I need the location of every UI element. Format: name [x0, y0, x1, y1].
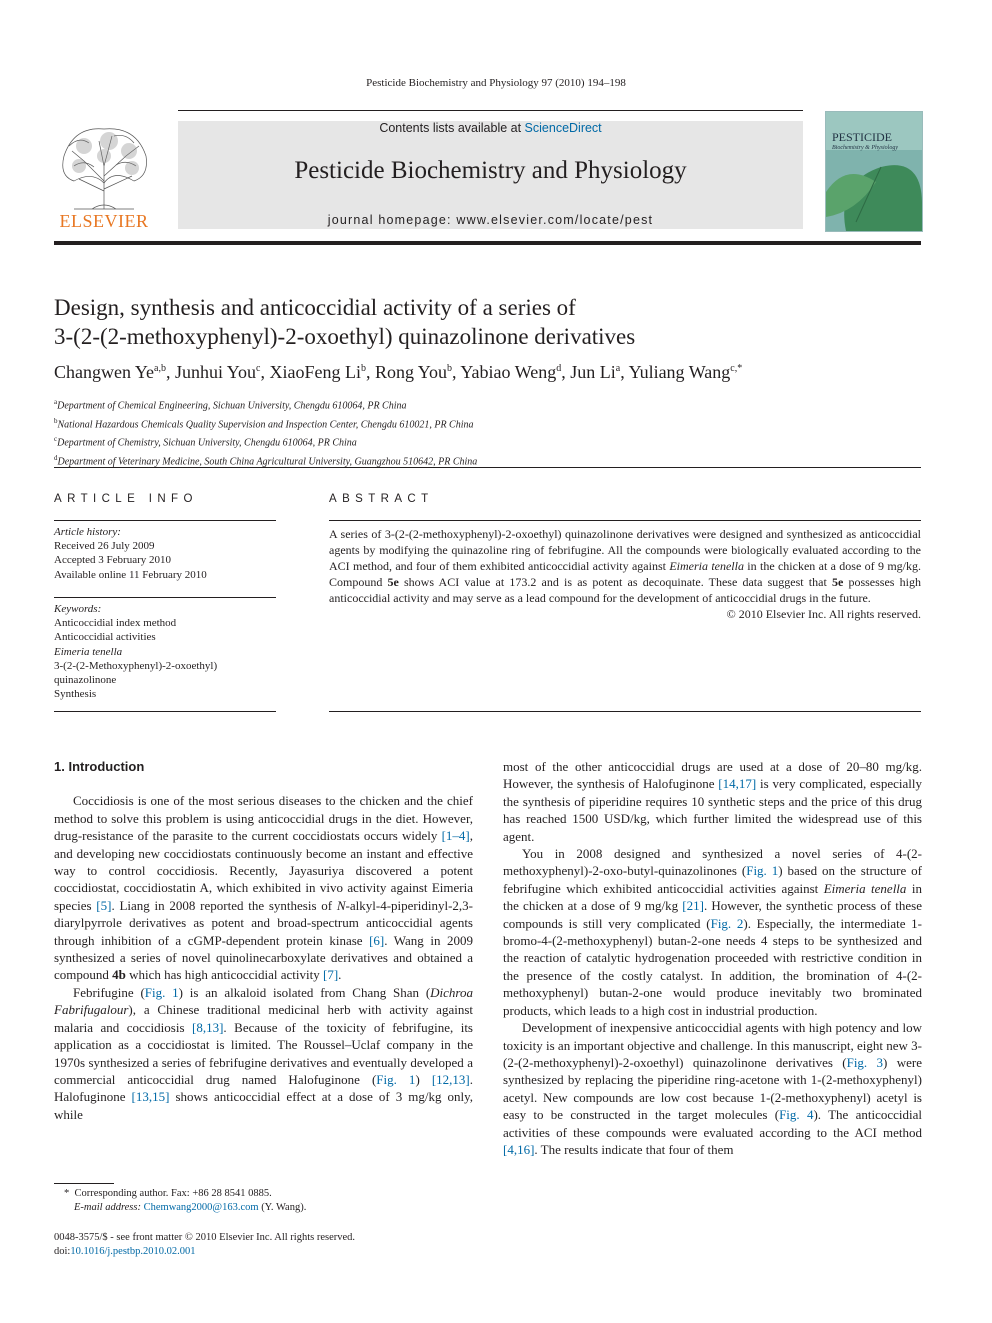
- fig-link[interactable]: Fig. 1: [376, 1071, 416, 1087]
- cover-title: PESTICIDE: [832, 130, 892, 144]
- abstract-paragraph: [329, 526, 921, 606]
- contents-line: [178, 121, 803, 135]
- abstract-heading: ABSTRACT: [329, 493, 434, 505]
- header-thick-rule: [54, 241, 921, 245]
- author-separator: ,: [260, 362, 270, 382]
- body-column-left: [54, 758, 473, 1123]
- author-separator: ,: [620, 362, 629, 382]
- author-name: Jun Li: [570, 362, 616, 382]
- author-name: XiaoFeng Li: [269, 362, 361, 382]
- abstract-bold: 5e: [387, 575, 399, 590]
- cover-subtitle: Biochemistry & Physiology: [832, 145, 898, 151]
- affiliation-sup: a: [54, 398, 58, 406]
- fig-link[interactable]: Fig. 2: [710, 915, 744, 931]
- article-history: [54, 525, 207, 582]
- footnote-corresponding: Corresponding author. Fax: +86 28 8541 0885.: [74, 1188, 272, 1199]
- abstract-copyright: © 2010 Elsevier Inc. All rights reserved.: [726, 607, 921, 622]
- article-info-rule-2: [54, 597, 276, 598]
- abstract-rule-top: [329, 520, 921, 521]
- affiliation-sup: c: [54, 435, 58, 444]
- article-info-heading: ARTICLE INFO: [54, 493, 198, 505]
- body-paragraph: Febrifugine (Fig. 1) is an alkaloid isolated from Chang Shan (Dichroa Fabrifugalour), a Chinese traditional medicinal herb with activity against malaria and coccidiosis [8,13]. Because of the toxicity of febrifugine, its application as a coccidiostat is limited. The Roussel–Uclaf company in the 1970s synthesized a series of febrifugine derivatives and eventually developed a commercial anticoccidial drug named Halofuginone (Fig. 1) [12,13]. Halofuginone [13,15] shows anticoccidial effect at a dose of 3 mg/kg only, while: [54, 984, 474, 1122]
- author-affil-sup[interactable]: b: [360, 363, 366, 374]
- abstract-text: [329, 526, 921, 623]
- corresponding-footnote: [54, 1187, 306, 1215]
- keywords-label: Keywords:: [54, 603, 102, 615]
- author-separator: ,: [365, 362, 375, 382]
- doi-link[interactable]: 10.1016/j.pestbp.2010.02.001: [70, 1246, 196, 1257]
- fig-link[interactable]: Fig. 1: [144, 984, 179, 1000]
- accepted-date: Accepted 3 February 2010: [54, 554, 171, 567]
- front-matter-info: [54, 1231, 355, 1259]
- ref-link[interactable]: [8,13]: [192, 1019, 224, 1035]
- elsevier-logo: [54, 121, 154, 231]
- author-affil-sup[interactable]: c,*: [730, 363, 743, 374]
- ref-link[interactable]: [12,13]: [431, 1071, 470, 1087]
- section-heading-introduction: 1. Introduction: [54, 759, 145, 774]
- email-suffix: (Y. Wang).: [258, 1202, 307, 1213]
- author-name: Junhui You: [174, 362, 257, 382]
- body-paragraph: Development of inexpensive anticoccidial agents with high potency and low toxicity is an important objective and challenge. In this manuscript, eight new 3-(2-(2-methoxyphenyl)-2-oxoethyl) quinazolinone derivatives (Fig. 3) were synthesized by replacing the piperidine ring-acetone with 1-(2-methoxyphenyl) acetyl. New compounds are low cost because 1-(2-methoxyphenyl) acetyl is easy to be constructed in the target molecules (Fig. 4). The anticoccidial activities of these compounds were evaluated according to the ACI method [4,16]. The results indicate that four of them: [503, 1020, 923, 1157]
- fig-link[interactable]: Fig. 4: [779, 1107, 814, 1123]
- doi-prefix: doi:: [54, 1246, 71, 1257]
- email-label: E-mail address:: [74, 1202, 141, 1213]
- header-top-rule: [178, 110, 803, 111]
- sciencedirect-link[interactable]: ScienceDirect: [524, 121, 602, 135]
- body-paragraph: most of the other anticoccidial drugs are used at a dose of 20–80 mg/kg. However, the synthesis of Halofuginone [14,17] is very complicated, especially the synthesis of piperidine requires 10 synthetic steps and the price of this drug has reached 1500 USD/kg, which further limited the widespread use of this agent.: [503, 759, 922, 844]
- email-link[interactable]: Chemwang2000@163.com: [143, 1202, 259, 1213]
- affiliation-text: Department of Veterinary Medicine, South China Agricultural University, Guangzhou 510642, PR China: [57, 455, 478, 467]
- keyword-item: quinazolinone: [54, 674, 117, 687]
- keyword-item: Anticoccidial activities: [54, 631, 156, 644]
- author-name: Yuliang Wang: [628, 362, 731, 382]
- ref-link[interactable]: [1–4]: [441, 828, 470, 844]
- ref-link[interactable]: [6]: [369, 932, 385, 948]
- abstract-span: A series of 3-(2-(2-methoxyphenyl)-2-oxoethyl) quinazolinone derivatives were designed and synthesized as anticoccidial agents by modifying the quinazoline ring of febrifugine. All the compounds were biologically evaluated according to the ACI method, and four of them exhibited anticoccidial activity against: [329, 527, 921, 574]
- affiliation-text: Department of Chemistry, Sichuan University, Chengdu 610064, PR China: [57, 437, 357, 449]
- elsevier-wordmark: ELSEVIER: [59, 211, 149, 231]
- ref-link[interactable]: [4,16]: [503, 1141, 535, 1157]
- journal-cover-image: [825, 111, 923, 232]
- ref-link[interactable]: [13,15]: [131, 1089, 170, 1105]
- abstract-span: shows ACI value at 173.2 and is as potent as decoquinate. These data suggest that: [398, 575, 832, 590]
- abstract-rule-bottom: [329, 711, 921, 712]
- keyword-item: Synthesis: [54, 688, 97, 701]
- keyword-item: 3-(2-(2-Methoxyphenyl)-2-oxoethyl): [54, 659, 218, 672]
- fig-link[interactable]: Fig. 1: [746, 863, 779, 879]
- author-separator: ,: [165, 362, 175, 382]
- affiliation-sup: d: [54, 453, 58, 462]
- journal-homepage-link[interactable]: journal homepage: www.elsevier.com/locate/pest: [327, 213, 654, 227]
- keyword-item: Eimeria tenella: [54, 645, 123, 658]
- body-column-right: [503, 758, 922, 1158]
- author-affil-sup[interactable]: d: [556, 363, 562, 374]
- online-date: Available online 11 February 2010: [54, 568, 207, 581]
- fig-link[interactable]: Fig. 3: [846, 1054, 884, 1070]
- keywords-block: [54, 602, 217, 701]
- author-separator: ,: [452, 362, 461, 382]
- title-line-2: 3-(2-(2-methoxyphenyl)-2-oxoethyl) quinazolinone derivatives: [54, 324, 636, 349]
- affiliation-rule: [54, 467, 921, 468]
- article-info-rule-1: [54, 520, 276, 521]
- affiliation-text: National Hazardous Chemicals Quality Supervision and Inspection Center, Chengdu 610021, PR China: [57, 418, 474, 430]
- abstract-span: in the chicken at a dose of 9 mg/kg. Compound: [329, 559, 921, 590]
- contents-prefix: Contents lists available at: [379, 121, 525, 135]
- author-affil-sup[interactable]: b: [447, 363, 453, 374]
- body-paragraph: Coccidiosis is one of the most serious diseases to the chicken and the chief method to solve this problem is using anticoccidial drugs in the diet. However, drug-resistance of the parasite to the current coccidiostats occurs widely [1–4], and developing new coccidiostats continuously become an instant and effective way to control coccidiosis. Recently, Jayasuriya discovered a potent coccidiostat, coccidiostatin A, which exhibited in vivo activity against Eimeria species [5]. Liang in 2008 reported the synthesis of N-alkyl-4-piperidinyl-2,3-diarylpyrrole derivatives as potent and broad-spectrum anticoccidial agents through inhibition of a cGMP-dependent protein kinase [6]. Wang in 2009 synthesized a series of novel quinolinecarboxylate derivatives and obtained a compound 4b which has high anticoccidial activity [7].: [54, 793, 473, 983]
- issn-line: 0048-3575/$ - see front matter © 2010 Elsevier Inc. All rights reserved.: [54, 1232, 356, 1243]
- affiliation-text: Department of Chemical Engineering, Sichuan University, Chengdu 610064, PR China: [57, 400, 407, 412]
- author-list: [54, 362, 934, 383]
- received-date: Received 26 July 2009: [54, 540, 155, 553]
- article-title: [54, 293, 914, 351]
- title-line-1: Design, synthesis and anticoccidial activity of a series of: [54, 295, 576, 320]
- author-affil-sup[interactable]: a: [615, 363, 621, 374]
- author-affil-sup[interactable]: a,b: [154, 363, 166, 374]
- affiliation-item: [54, 414, 477, 433]
- affiliation-item: [54, 395, 477, 414]
- author-separator: ,: [561, 362, 571, 382]
- journal-header-box: [178, 121, 803, 229]
- journal-citation: Pesticide Biochemistry and Physiology 97 (2010) 194–198: [366, 77, 626, 89]
- author-name: Rong You: [374, 362, 448, 382]
- affiliation-item: [54, 432, 477, 451]
- author-affil-sup[interactable]: c: [256, 363, 261, 374]
- history-label: Article history:: [54, 526, 121, 538]
- keyword-item: Anticoccidial index method: [54, 617, 177, 630]
- author-name: Yabiao Weng: [460, 362, 557, 382]
- body-paragraph: You in 2008 designed and synthesized a novel series of 4-(2-methoxyphenyl)-2-oxo-butyl-quinazolinones (Fig. 1) based on the structure of febrifugine which exhibited anticoccidial activities against Eimeria tenella in the chicken at a dose of 9 mg/kg [21]. However, the synthetic process of these compounds is still very complicated (Fig. 2). Especially, the intermediate 1-bromo-4-(2-methoxyphenyl) butan-2-one needs 4 steps to be synthesized and the reaction of catalytic hydrogenation proceeded with restrictive condition in the presence of the costly catalyst. In addition, the bromination of 4-(2-methoxyphenyl) butan-2-one would produce inevitably two brominated products, which leads to a high cost in industrial production.: [503, 846, 923, 1018]
- ref-link[interactable]: [5]: [96, 897, 112, 913]
- article-info-rule-3: [54, 711, 276, 712]
- affiliation-sup: b: [54, 416, 58, 425]
- journal-name: Pesticide Biochemistry and Physiology: [294, 157, 687, 184]
- ref-link[interactable]: [7]: [322, 967, 339, 983]
- author-name: Changwen Ye: [54, 362, 155, 382]
- abstract-bold: 5e: [831, 575, 844, 590]
- ref-link[interactable]: [21]: [682, 898, 704, 914]
- affiliation-list: [54, 395, 477, 469]
- ref-link[interactable]: [14,17]: [718, 776, 757, 792]
- abstract-italic: Eimeria tenella: [669, 559, 744, 574]
- abstract-span: possesses high anticoccidial activity and may serve as a lead compound for the development of anticoccidial drugs in the future.: [329, 575, 921, 606]
- footnote-star: *: [64, 1188, 70, 1199]
- footnote-rule: [54, 1183, 114, 1184]
